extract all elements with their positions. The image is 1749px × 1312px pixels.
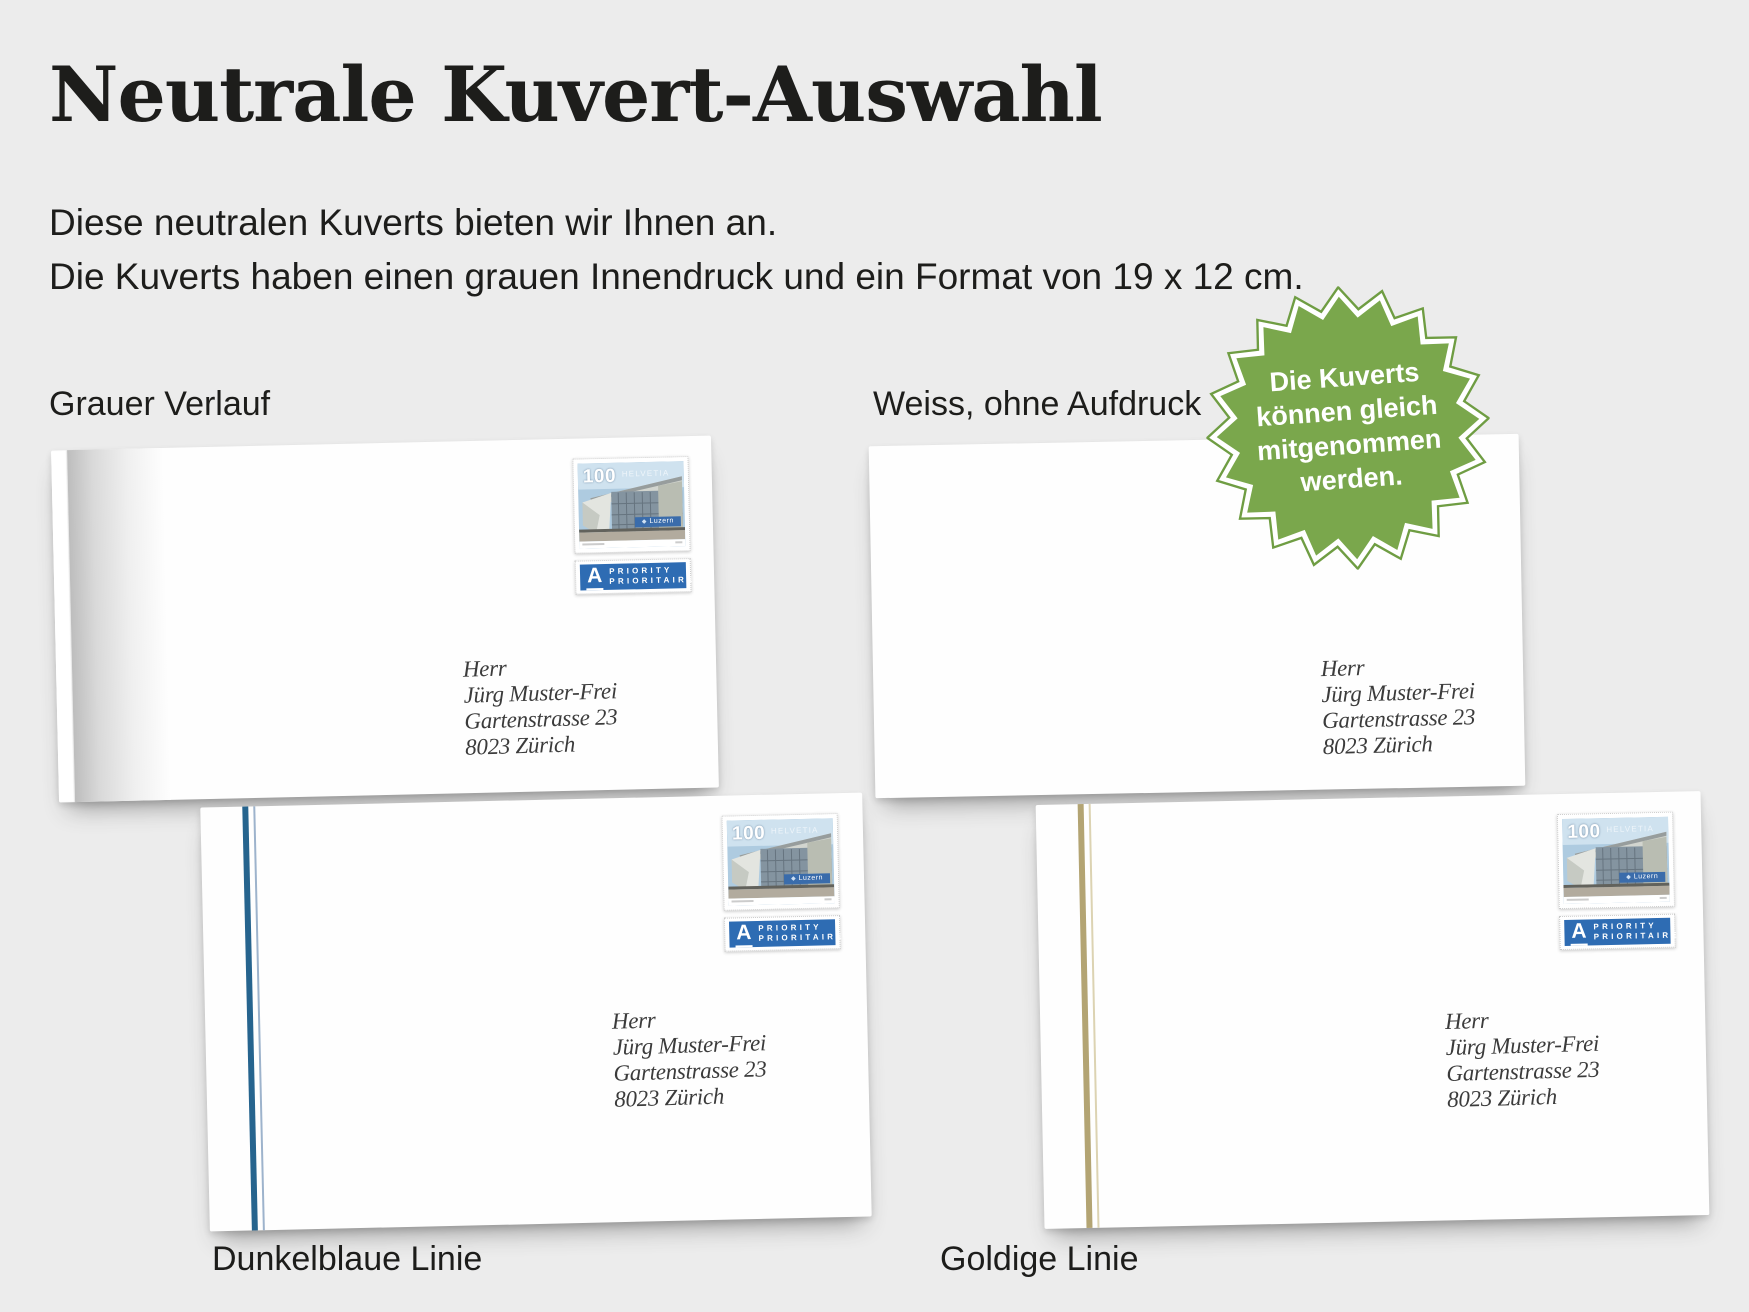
city-tag-marker: ◆ [1626,874,1632,881]
a-priority-label [729,919,845,947]
address-line: Herr [462,655,507,682]
address-line: 8023 Zürich [464,731,576,760]
stamp-image-kkl-luzern [1562,817,1670,904]
address-line: Herr [1444,1007,1489,1035]
stamp-block [722,813,845,952]
stamp-value: 100 [1567,821,1601,843]
label-dunkelblaue-linie: Dunkelblaue Linie [212,1240,483,1278]
envelope-goldige-linie [1036,791,1710,1229]
priority-sticker [575,558,696,595]
address-line: 8023 Zürich [613,1083,725,1112]
stamp-city-tag: ◆ Luzern [635,516,681,527]
address-line: Jürg Muster-Frei [463,678,618,708]
address-line: Herr [611,1007,656,1034]
priority-sticker [1559,914,1680,950]
intro-text [49,196,1304,304]
priority-letter: A [1570,920,1588,945]
address-line: Gartenstrasse 23 [1446,1056,1600,1086]
address-block [1445,1005,1601,1113]
priority-words: PRIORITY PRIORITAIRE [758,922,845,943]
stamp-image-kkl-luzern [727,818,835,905]
postage-stamp [722,813,840,911]
a-priority-label [1564,918,1680,946]
priority-words: PRIORITY PRIORITAIRE [1593,921,1680,942]
address-line: 8023 Zürich [1322,731,1433,760]
city-tag-marker: ◆ [790,876,797,883]
address-block [612,1004,768,1113]
label-grauer-verlauf: Grauer Verlauf [49,385,271,423]
gray-gradient-print [67,448,171,802]
page-title: Neutrale Kuvert-Auswahl [49,50,1102,139]
label-weiss-ohne-aufdruck: Weiss, ohne Aufdruck [873,385,1202,423]
envelope-dunkelblaue-linie [200,793,871,1232]
badge-text: Die Kuverts können gleich mitgenommen werden. [1255,356,1443,498]
address-line: Herr [1320,655,1365,682]
label-goldige-linie: Goldige Linie [940,1240,1139,1278]
address-line: Jürg Muster-Frei [1445,1030,1600,1061]
intro-line-2: Die Kuverts haben einen grauen Innendruck und ein Format von 19 x 12 cm. [49,256,1304,297]
stamp-city-tag: ◆ Luzern [784,873,830,884]
postage-stamp [572,456,690,554]
address-block [463,652,619,761]
stamp-block [1557,812,1680,950]
priority-letter: A [586,565,604,590]
postage-stamp [1557,812,1675,909]
address-line: Gartenstrasse 23 [464,704,618,734]
stamp-value: 100 [731,822,766,845]
a-priority-label [580,562,696,590]
stamp-country: HELVETIA [1606,824,1655,835]
starburst-badge [1196,276,1499,579]
priority-sticker [724,915,845,952]
envelope-grauer-verlauf [51,436,719,803]
stamp-country: HELVETIA [621,468,670,479]
stamp-value: 100 [582,465,617,488]
stamp-country: HELVETIA [770,825,819,836]
address-line: Gartenstrasse 23 [1321,704,1476,734]
address-line: Gartenstrasse 23 [613,1056,767,1086]
address-line: Jürg Muster-Frei [612,1030,767,1060]
address-line: 8023 Zürich [1446,1083,1558,1112]
city-tag-marker: ◆ [641,519,648,526]
stamp-image-kkl-luzern [578,461,686,548]
address-block [1320,652,1476,760]
address-line: Jürg Muster-Frei [1321,678,1476,708]
stamp-city-tag: ◆ Luzern [1619,872,1665,883]
priority-words: PRIORITY PRIORITAIRE [609,565,696,586]
intro-line-1: Diese neutralen Kuverts bieten wir Ihnen an. [49,202,778,243]
stamp-block [572,456,696,595]
priority-letter: A [735,922,753,947]
